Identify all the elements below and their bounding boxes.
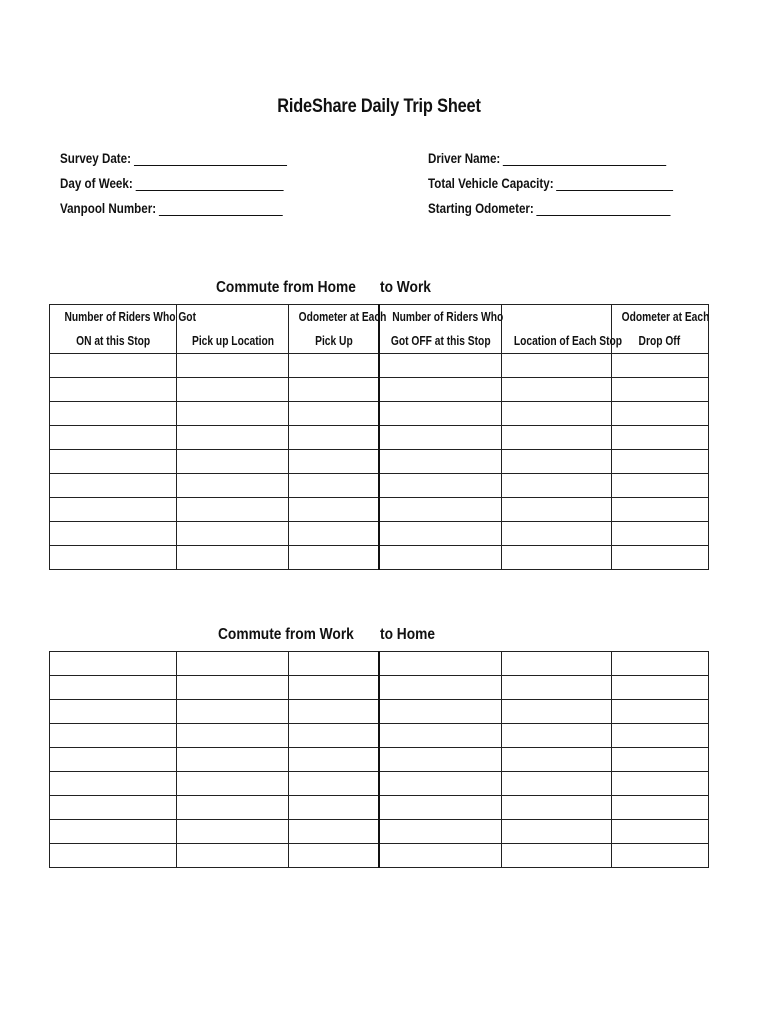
col-stop-location-header: Location of Each Stop: [502, 305, 611, 354]
day-of-week-label: Day of Week:: [60, 176, 133, 191]
stop-location-cell[interactable]: [502, 426, 611, 450]
table-row: [50, 724, 709, 748]
table-row: [50, 820, 709, 844]
odometer-pickup-cell[interactable]: [288, 844, 379, 868]
odometer-dropoff-cell[interactable]: [611, 820, 708, 844]
section2-to-heading: to Home: [380, 626, 436, 643]
pickup-location-cell[interactable]: [177, 402, 288, 426]
table-row: [50, 450, 709, 474]
odometer-dropoff-cell[interactable]: [611, 354, 708, 378]
riders-on-cell[interactable]: [50, 546, 177, 570]
pickup-location-cell[interactable]: [177, 522, 288, 546]
odometer-pickup-cell[interactable]: [288, 354, 379, 378]
riders-off-cell[interactable]: [379, 546, 501, 570]
stop-location-cell[interactable]: [502, 772, 611, 796]
stop-location-cell[interactable]: [502, 498, 611, 522]
riders-on-cell[interactable]: [50, 498, 177, 522]
table-header-row: [50, 305, 709, 354]
riders-off-cell[interactable]: [379, 354, 501, 378]
table-row: [50, 378, 709, 402]
odometer-pickup-cell[interactable]: [288, 820, 379, 844]
odometer-pickup-cell[interactable]: [288, 652, 379, 676]
table-row: [50, 426, 709, 450]
riders-on-cell[interactable]: [50, 426, 177, 450]
section2-from-heading: Commute from Work: [218, 626, 354, 643]
riders-off-cell[interactable]: [379, 676, 501, 700]
driver-name-line[interactable]: [503, 151, 666, 166]
day-of-week-line[interactable]: [135, 176, 283, 191]
riders-on-cell[interactable]: [50, 844, 177, 868]
table-row: [50, 844, 709, 868]
table-row: [50, 354, 709, 378]
stop-location-cell[interactable]: [502, 676, 611, 700]
pickup-location-cell[interactable]: [177, 546, 288, 570]
odometer-dropoff-cell[interactable]: [611, 474, 708, 498]
odometer-dropoff-cell[interactable]: [611, 772, 708, 796]
stop-location-cell[interactable]: [502, 450, 611, 474]
starting-odometer-field[interactable]: [428, 201, 671, 216]
col-odometer-dropoff-header: Odometer at Each Drop Off: [611, 305, 708, 354]
riders-on-cell[interactable]: [50, 796, 177, 820]
riders-off-cell[interactable]: [379, 450, 501, 474]
riders-on-cell[interactable]: [50, 652, 177, 676]
section1-from-heading: Commute from Home: [216, 279, 356, 296]
pickup-location-cell[interactable]: [177, 450, 288, 474]
riders-off-cell[interactable]: [379, 700, 501, 724]
odometer-pickup-cell[interactable]: [288, 772, 379, 796]
odometer-pickup-cell[interactable]: [288, 748, 379, 772]
riders-off-cell[interactable]: [379, 426, 501, 450]
odometer-dropoff-cell[interactable]: [611, 796, 708, 820]
riders-off-cell[interactable]: [379, 844, 501, 868]
stop-location-cell[interactable]: [502, 402, 611, 426]
vehicle-capacity-label: Total Vehicle Capacity:: [428, 176, 554, 191]
table-row: [50, 498, 709, 522]
driver-name-label: Driver Name:: [428, 151, 501, 166]
riders-off-cell[interactable]: [379, 402, 501, 426]
col-pickup-location-header: Pick up Location: [177, 305, 288, 354]
stop-location-cell[interactable]: [502, 378, 611, 402]
riders-off-cell[interactable]: [379, 378, 501, 402]
riders-on-cell[interactable]: [50, 700, 177, 724]
survey-date-field[interactable]: [60, 151, 287, 166]
odometer-pickup-cell[interactable]: [288, 546, 379, 570]
vehicle-capacity-line[interactable]: [556, 176, 673, 191]
odometer-dropoff-cell[interactable]: [611, 700, 708, 724]
riders-off-cell[interactable]: [379, 820, 501, 844]
pickup-location-cell[interactable]: [177, 474, 288, 498]
starting-odometer-line[interactable]: [536, 201, 670, 216]
table-row: [50, 700, 709, 724]
riders-on-cell[interactable]: [50, 676, 177, 700]
odometer-dropoff-cell[interactable]: [611, 522, 708, 546]
odometer-pickup-cell[interactable]: [288, 724, 379, 748]
table-row: [50, 796, 709, 820]
vehicle-capacity-field[interactable]: [428, 176, 673, 191]
odometer-pickup-cell[interactable]: [288, 402, 379, 426]
riders-on-cell[interactable]: [50, 354, 177, 378]
odometer-dropoff-cell[interactable]: [611, 844, 708, 868]
riders-on-cell[interactable]: [50, 820, 177, 844]
document-title: RideShare Daily Trip Sheet: [277, 96, 481, 117]
odometer-dropoff-cell[interactable]: [611, 676, 708, 700]
table-row: [50, 402, 709, 426]
table-row: [50, 676, 709, 700]
section1-to-heading: to Work: [380, 279, 431, 296]
odometer-dropoff-cell[interactable]: [611, 378, 708, 402]
stop-location-cell[interactable]: [502, 724, 611, 748]
pickup-location-cell[interactable]: [177, 652, 288, 676]
odometer-dropoff-cell[interactable]: [611, 426, 708, 450]
table-row: [50, 546, 709, 570]
table-row: [50, 748, 709, 772]
odometer-pickup-cell[interactable]: [288, 796, 379, 820]
riders-off-cell[interactable]: [379, 522, 501, 546]
riders-off-cell[interactable]: [379, 772, 501, 796]
riders-on-cell[interactable]: [50, 402, 177, 426]
pickup-location-cell[interactable]: [177, 498, 288, 522]
odometer-pickup-cell[interactable]: [288, 426, 379, 450]
riders-off-cell[interactable]: [379, 748, 501, 772]
pickup-location-cell[interactable]: [177, 748, 288, 772]
pickup-location-cell[interactable]: [177, 426, 288, 450]
odometer-dropoff-cell[interactable]: [611, 450, 708, 474]
stop-location-cell[interactable]: [502, 474, 611, 498]
table-row: [50, 522, 709, 546]
riders-on-cell[interactable]: [50, 378, 177, 402]
odometer-dropoff-cell[interactable]: [611, 652, 708, 676]
odometer-pickup-cell[interactable]: [288, 450, 379, 474]
riders-off-cell[interactable]: [379, 474, 501, 498]
stop-location-cell[interactable]: [502, 522, 611, 546]
odometer-pickup-cell[interactable]: [288, 378, 379, 402]
stop-location-cell[interactable]: [502, 354, 611, 378]
day-of-week-field[interactable]: [60, 176, 283, 191]
odometer-dropoff-cell[interactable]: [611, 546, 708, 570]
odometer-dropoff-cell[interactable]: [611, 748, 708, 772]
riders-on-cell[interactable]: [50, 724, 177, 748]
pickup-location-cell[interactable]: [177, 796, 288, 820]
pickup-location-cell[interactable]: [177, 700, 288, 724]
stop-location-cell[interactable]: [502, 796, 611, 820]
odometer-dropoff-cell[interactable]: [611, 402, 708, 426]
table-row: [50, 652, 709, 676]
vanpool-number-field[interactable]: [60, 201, 283, 216]
riders-on-cell[interactable]: [50, 772, 177, 796]
pickup-location-cell[interactable]: [177, 724, 288, 748]
vanpool-number-label: Vanpool Number:: [60, 201, 157, 216]
riders-off-cell[interactable]: [379, 652, 501, 676]
odometer-pickup-cell[interactable]: [288, 474, 379, 498]
odometer-pickup-cell[interactable]: [288, 676, 379, 700]
col-riders-off-header: Number of Riders Who Got OFF at this Stop: [379, 305, 501, 354]
stop-location-cell[interactable]: [502, 844, 611, 868]
stop-location-cell[interactable]: [502, 546, 611, 570]
table-row: [50, 772, 709, 796]
riders-off-cell[interactable]: [379, 498, 501, 522]
riders-on-cell[interactable]: [50, 748, 177, 772]
stop-location-cell[interactable]: [502, 748, 611, 772]
pickup-location-cell[interactable]: [177, 378, 288, 402]
stop-location-cell[interactable]: [502, 820, 611, 844]
odometer-dropoff-cell[interactable]: [611, 724, 708, 748]
odometer-pickup-cell[interactable]: [288, 522, 379, 546]
driver-name-field[interactable]: [428, 151, 666, 166]
pickup-location-cell[interactable]: [177, 676, 288, 700]
col-odometer-pickup-header: Odometer at Each Pick Up: [288, 305, 379, 354]
pickup-location-cell[interactable]: [177, 354, 288, 378]
riders-off-cell[interactable]: [379, 724, 501, 748]
survey-date-label: Survey Date:: [60, 151, 131, 166]
stop-location-cell[interactable]: [502, 652, 611, 676]
riders-off-cell[interactable]: [379, 796, 501, 820]
odometer-pickup-cell[interactable]: [288, 700, 379, 724]
odometer-dropoff-cell[interactable]: [611, 498, 708, 522]
riders-on-cell[interactable]: [50, 450, 177, 474]
odometer-pickup-cell[interactable]: [288, 498, 379, 522]
table-row: [50, 474, 709, 498]
riders-on-cell[interactable]: [50, 522, 177, 546]
col-riders-on-header: Number of Riders Who Got ON at this Stop: [50, 305, 177, 354]
home-to-work-table: [49, 304, 709, 570]
riders-on-cell[interactable]: [50, 474, 177, 498]
pickup-location-cell[interactable]: [177, 820, 288, 844]
pickup-location-cell[interactable]: [177, 772, 288, 796]
starting-odometer-label: Starting Odometer:: [428, 201, 534, 216]
pickup-location-cell[interactable]: [177, 844, 288, 868]
work-to-home-table: [49, 651, 709, 868]
stop-location-cell[interactable]: [502, 700, 611, 724]
survey-date-line[interactable]: [134, 151, 287, 166]
vanpool-number-line[interactable]: [159, 201, 283, 216]
